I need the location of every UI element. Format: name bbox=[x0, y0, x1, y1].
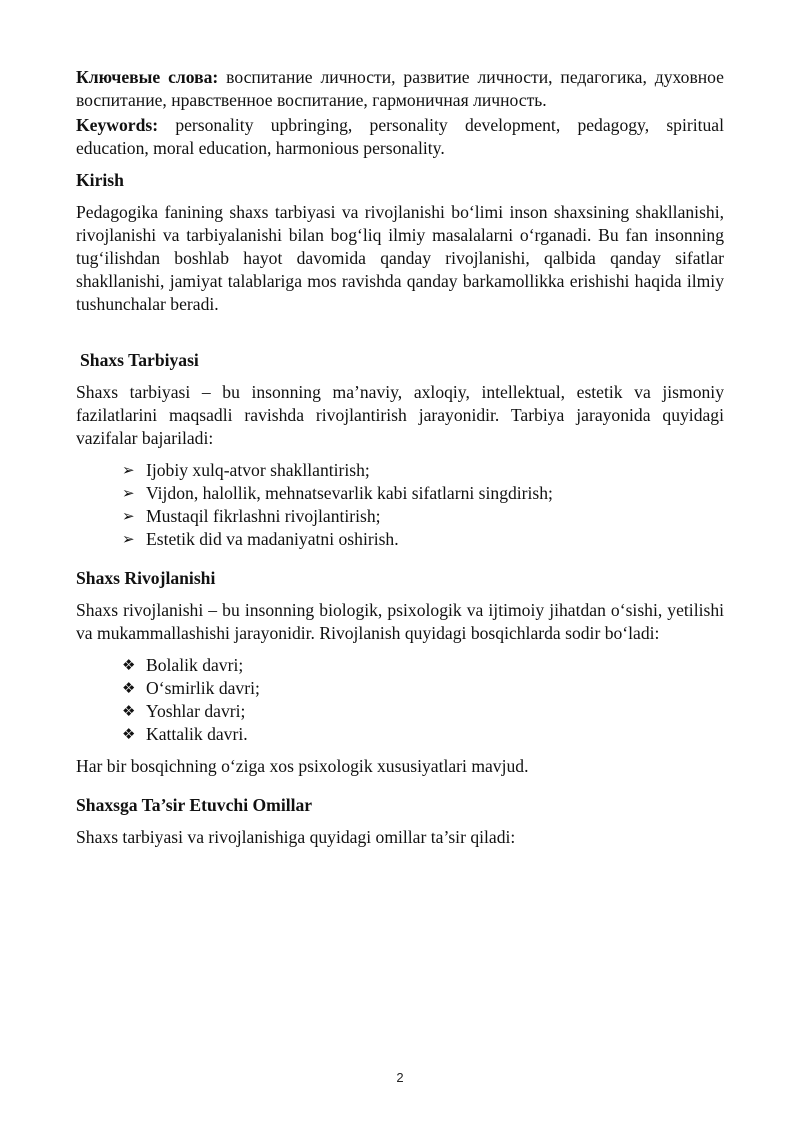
omillar-paragraph: Shaxs tarbiyasi va rivojlanishiga quyidagi omillar ta’sir qiladi: bbox=[76, 827, 516, 847]
arrow-bullet-icon: ➢ bbox=[122, 461, 135, 479]
heading-shaxs-rivojlanishi: Shaxs Rivojlanishi bbox=[76, 568, 216, 588]
diamond-bullet-icon: ❖ bbox=[122, 679, 136, 697]
intro-paragraph: Pedagogika fanining shaxs tarbiyasi va rivojlanishi bo‘limi inson shaxsining shakllanishi, rivojlanishi va tarbiyalanishi bilan bog‘liq ilmiy masalalarni o‘rganadi. Bu fan insonning tug‘ilishdan boshlab hayot davomida qanday rivojlanishi, qalbida qanday sifatlar shakllanishi, jamiyat talablariga mos ravishda qanday barkamollikka erishishi haqida ilmiy tushunchalar beradi. bbox=[76, 202, 724, 314]
list-item bbox=[122, 723, 724, 746]
keywords-en bbox=[76, 114, 724, 160]
heading-shaxs-tarbiyasi: Shaxs Tarbiyasi bbox=[80, 350, 199, 370]
diamond-bullet-icon: ❖ bbox=[122, 702, 136, 720]
tarbiyasi-list bbox=[76, 459, 724, 551]
list-item-text: Yoshlar davri; bbox=[146, 701, 246, 721]
arrow-bullet-icon: ➢ bbox=[122, 507, 135, 525]
list-item bbox=[122, 654, 724, 677]
arrow-bullet-icon: ➢ bbox=[122, 530, 135, 548]
arrow-bullet-icon: ➢ bbox=[122, 484, 135, 502]
tarbiyasi-paragraph: Shaxs tarbiyasi – bu insonning ma’naviy, axloqiy, intellektual, estetik va jismoniy fazilatlarini maqsadli ravishda rivojlantirish jarayonidir. Tarbiya jarayonida quyidagi vazifalar bajariladi: bbox=[76, 382, 724, 448]
list-item-text: Mustaqil fikrlashni rivojlantirish; bbox=[146, 506, 381, 526]
list-item bbox=[122, 700, 724, 723]
list-item-text: Ijobiy xulq-atvor shakllantirish; bbox=[146, 460, 370, 480]
list-item bbox=[122, 505, 724, 528]
diamond-bullet-icon: ❖ bbox=[122, 656, 136, 674]
list-item bbox=[122, 459, 724, 482]
list-item bbox=[122, 528, 724, 551]
heading-omillar: Shaxsga Ta’sir Etuvchi Omillar bbox=[76, 795, 313, 815]
document-page bbox=[76, 66, 724, 849]
list-item bbox=[122, 677, 724, 700]
list-item-text: Bolalik davri; bbox=[146, 655, 244, 675]
rivojlanishi-closing: Har bir bosqichning o‘ziga xos psixologik xususiyatlari mavjud. bbox=[76, 756, 529, 776]
keywords-ru-label: Ключевые слова: bbox=[76, 67, 219, 87]
list-item-text: Vijdon, halollik, mehnatsevarlik kabi sifatlarni singdirish; bbox=[146, 483, 553, 503]
page-number: 2 bbox=[396, 1070, 404, 1085]
list-item-text: O‘smirlik davri; bbox=[146, 678, 260, 698]
heading-kirish: Kirish bbox=[76, 170, 124, 190]
keywords-en-text: personality upbringing, personality development, pedagogy, spiritual education, moral education, harmonious personality. bbox=[76, 115, 724, 158]
keywords-en-label: Keywords: bbox=[76, 115, 159, 135]
list-item-text: Kattalik davri. bbox=[146, 724, 248, 744]
keywords-ru-text: воспитание личности, развитие личности, педагогика, духовное воспитание, нравственное воспитание, гармоничная личность. bbox=[76, 67, 724, 110]
list-item-text: Estetik did va madaniyatni oshirish. bbox=[146, 529, 399, 549]
list-item bbox=[122, 482, 724, 505]
rivojlanishi-paragraph: Shaxs rivojlanishi – bu insonning biologik, psixologik va ijtimoiy jihatdan o‘sishi, yetilishi va mukammallashishi jarayonidir. Rivojlanish quyidagi bosqichlarda sodir bo‘ladi: bbox=[76, 600, 724, 643]
keywords-ru bbox=[76, 66, 724, 112]
rivojlanishi-list bbox=[76, 654, 724, 746]
diamond-bullet-icon: ❖ bbox=[122, 725, 136, 743]
